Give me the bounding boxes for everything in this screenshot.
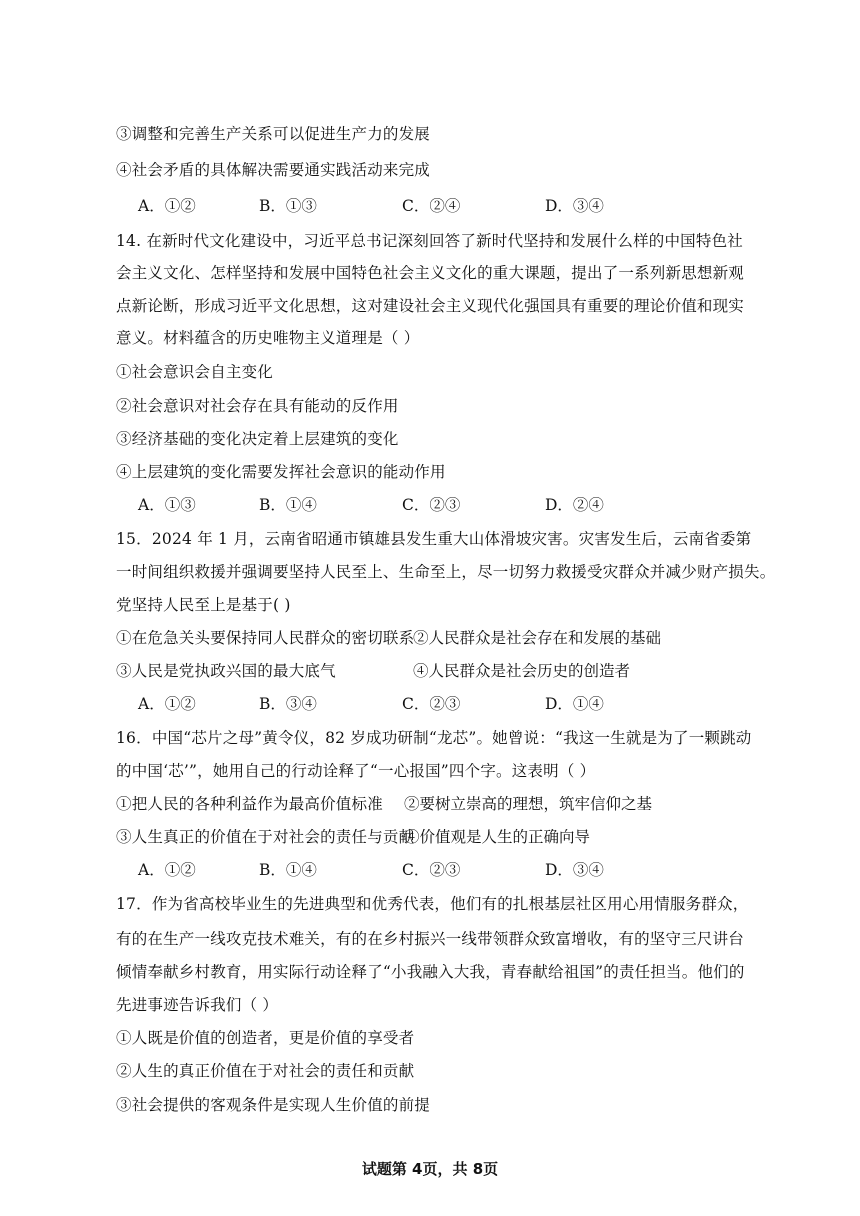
q13-statement-3: ③调整和完善生产关系可以促进生产力的发展 bbox=[116, 125, 431, 143]
q14-text-line: 14. 在新时代文化建设中，习近平总书记深刻回答了新时代坚持和发展什么样的中国特色社 bbox=[116, 232, 743, 250]
q15-option-c: C．②③ bbox=[402, 695, 461, 713]
q13-option-d: D．③④ bbox=[545, 197, 604, 215]
q16-text-line: 16．中国“芯片之母”黄令仪，82 岁成功研制“龙芯”。她曾说：“我这一生就是为了一颗跳动 bbox=[116, 729, 752, 747]
q16-option-b: B．①④ bbox=[259, 861, 317, 879]
q17-statement: ②人生的真正价值在于对社会的责任和贡献 bbox=[116, 1062, 415, 1080]
q15-option-b: B．③④ bbox=[259, 695, 317, 713]
q17-text-line: 先进事迹告诉我们（ ） bbox=[116, 996, 279, 1014]
q14-option-c: C．②③ bbox=[402, 496, 461, 514]
q15-text-line: 党坚持人民至上是基于( ) bbox=[116, 596, 291, 614]
q15-option-d: D．①④ bbox=[545, 695, 604, 713]
q17-statement: ①人既是价值的创造者，更是价值的享受者 bbox=[116, 1029, 415, 1047]
q16-option-d: D．③④ bbox=[545, 861, 604, 879]
q14-statement: ①社会意识会自主变化 bbox=[116, 363, 274, 381]
q16-option-c: C．②③ bbox=[402, 861, 461, 879]
q14-option-b: B．①④ bbox=[259, 496, 317, 514]
q14-statement: ③经济基础的变化决定着上层建筑的变化 bbox=[116, 430, 399, 448]
q16-statement: ③人生真正的价值在于对社会的责任与贡献 bbox=[116, 828, 415, 846]
q15-statement: ③人民是党执政兴国的最大底气 bbox=[116, 662, 336, 680]
q14-statement: ②社会意识对社会存在具有能动的反作用 bbox=[116, 397, 399, 415]
q15-statement: ②人民群众是社会存在和发展的基础 bbox=[413, 629, 662, 647]
q17-text-line: 17．作为省高校毕业生的先进典型和优秀代表，他们有的扎根基层社区用心用情服务群众， bbox=[116, 895, 749, 913]
q14-statement: ④上层建筑的变化需要发挥社会意识的能动作用 bbox=[116, 463, 446, 481]
q14-text-line: 意义。材料蕴含的历史唯物主义道理是（ ） bbox=[116, 329, 420, 347]
q15-text-line: 一时间组织救援并强调要坚持人民至上、生命至上，尽一切努力救援受灾群众并减少财产损失。 bbox=[116, 563, 776, 581]
q13-option-a: A．①② bbox=[138, 197, 196, 215]
q13-option-c: C．②④ bbox=[402, 197, 461, 215]
q13-statement-4: ④社会矛盾的具体解决需要通实践活动来完成 bbox=[116, 161, 431, 179]
q15-statement: ④人民群众是社会历史的创造者 bbox=[413, 662, 631, 680]
q16-text-line: 的中国‘芯’”，她用自己的行动诠释了“一心报国”四个字。这表明（ ） bbox=[116, 762, 596, 780]
q14-text-line: 点新论断，形成习近平文化思想，这对建设社会主义现代化强国具有重要的理论价值和现实 bbox=[116, 297, 745, 315]
q15-statement: ①在危急关头要保持同人民群众的密切联系 bbox=[116, 629, 415, 647]
q17-text-line: 倾情奉献乡村教育，用实际行动诠释了“小我融入大我，青春献给祖国”的责任担当。他们的 bbox=[116, 963, 745, 981]
q16-statement: ①把人民的各种利益作为最高价值标准 bbox=[116, 795, 383, 813]
q16-statement: ②要树立崇高的理想，筑牢信仰之基 bbox=[404, 795, 653, 813]
q13-option-b: B．①③ bbox=[259, 197, 317, 215]
q16-statement: ④价值观是人生的正确向导 bbox=[404, 828, 591, 846]
q14-option-d: D．②④ bbox=[545, 496, 604, 514]
page-footer: 试题第 4页，共 8页 bbox=[361, 1160, 499, 1178]
q15-option-a: A．①② bbox=[138, 695, 196, 713]
q17-text-line: 有的在生产一线攻克技术难关，有的在乡村振兴一线带领群众致富增收，有的坚守三尺讲台 bbox=[116, 930, 745, 948]
q14-text-line: 会主义文化、怎样坚持和发展中国特色社会主义文化的重大课题，提出了一系列新思想新观 bbox=[116, 264, 745, 282]
q16-option-a: A．①② bbox=[138, 861, 196, 879]
q17-statement: ③社会提供的客观条件是实现人生价值的前提 bbox=[116, 1096, 431, 1114]
q15-text-line: 15．2024 年 1 月，云南省昭通市镇雄县发生重大山体滑坡灾害。灾害发生后，云南省委第 bbox=[116, 530, 752, 548]
q14-option-a: A．①③ bbox=[138, 496, 196, 514]
